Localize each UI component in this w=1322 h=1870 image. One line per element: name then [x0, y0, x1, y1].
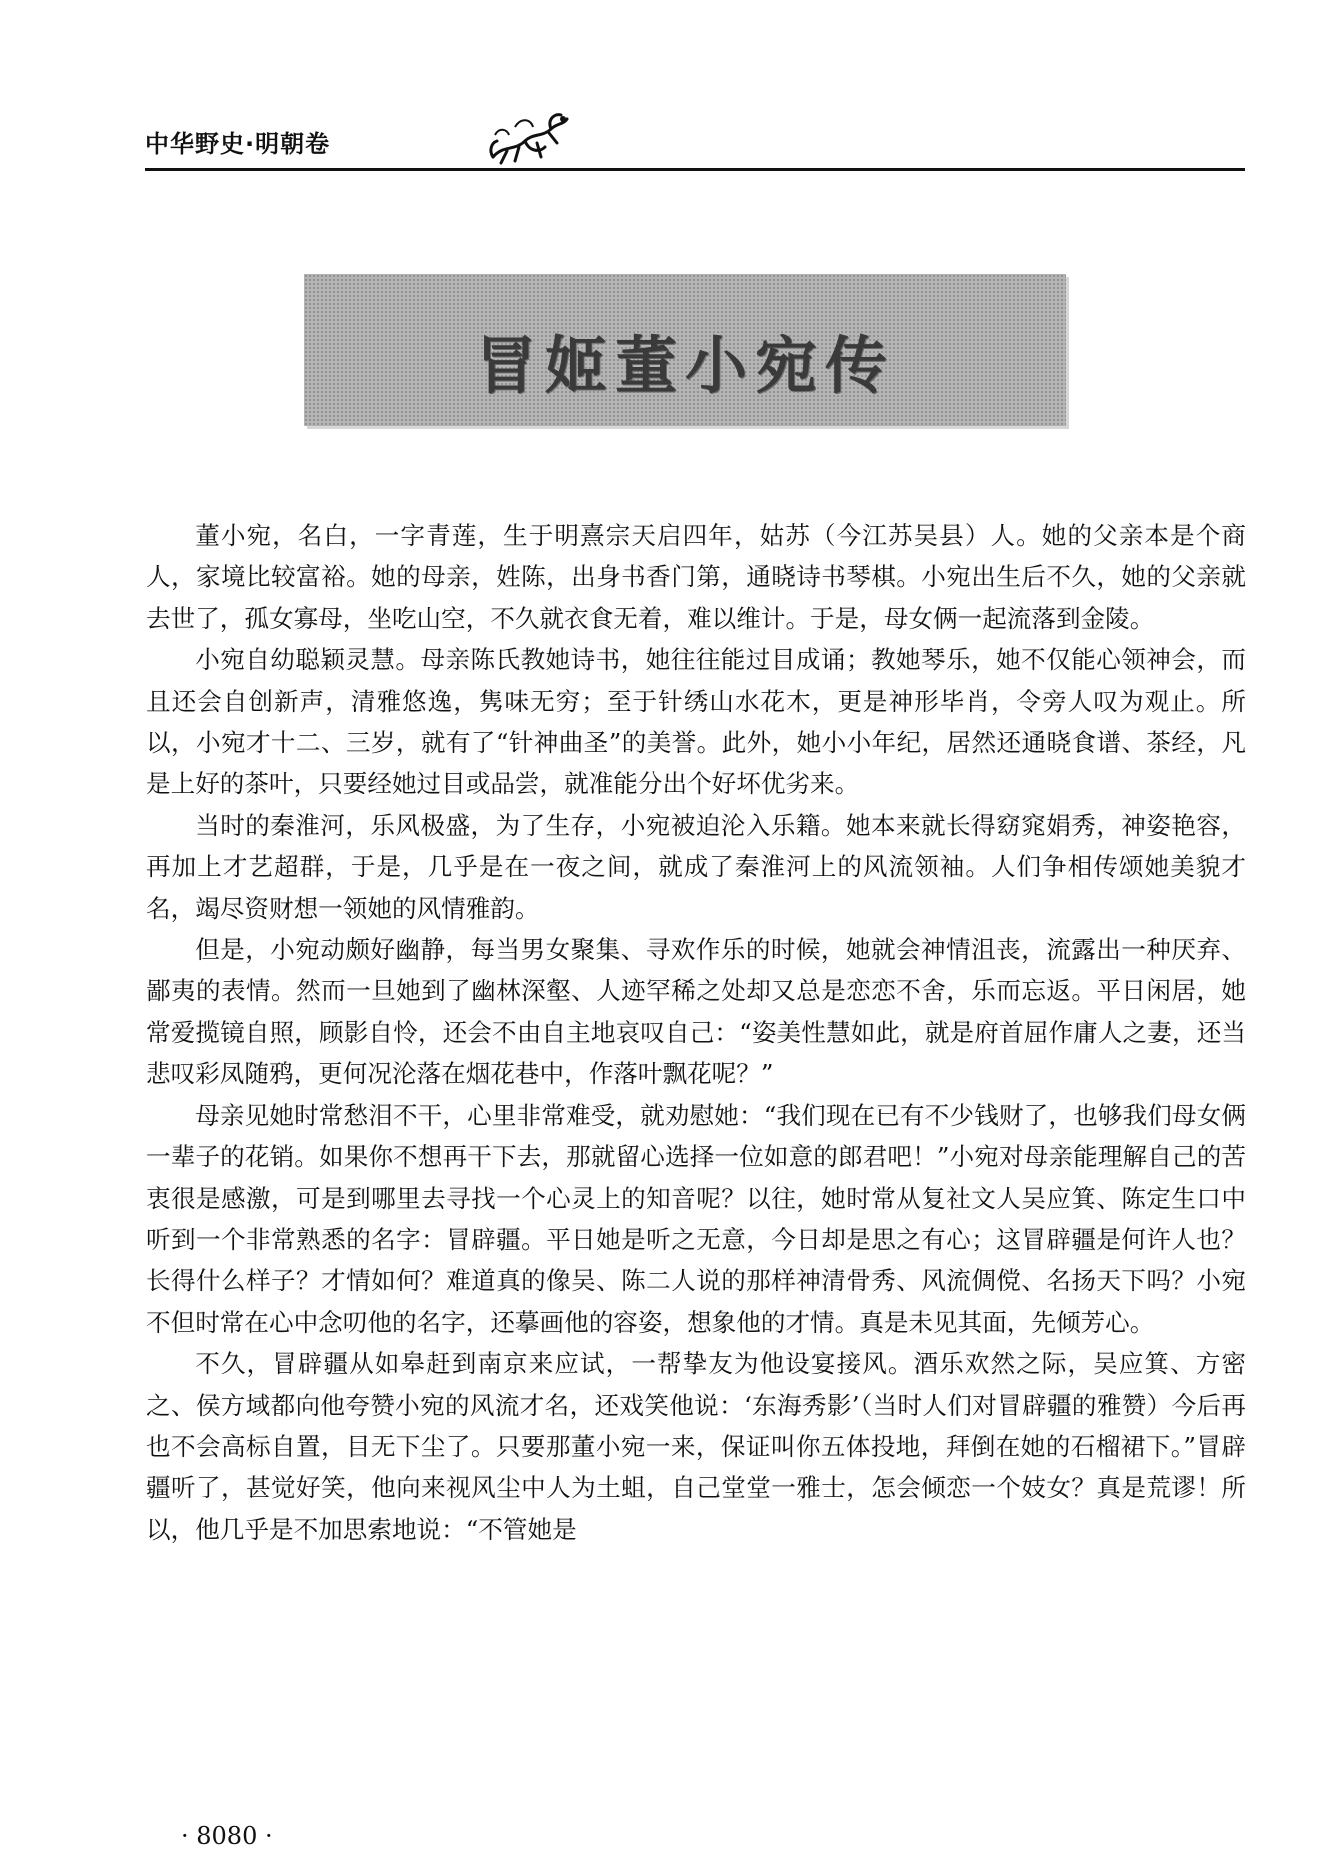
- paragraph: 董小宛，名白，一字青莲，生于明熹宗天启四年，姑苏（今江苏吴县）人。她的父亲本是个商人，家境比较富裕。她的母亲，姓陈，出身书香门第，通晓诗书琴棋。小宛出生后不久，她的父亲就去世了，孤女寡母，坐吃山空，不久就衣食无着，难以维计。于是，母女俩一起流落到金陵。: [146, 521, 1246, 633]
- article-title: 冒姬董小宛传: [474, 329, 895, 402]
- page-number: · 8080 ·: [181, 1822, 273, 1850]
- dragon-emblem-icon: [485, 107, 575, 167]
- paragraph: 小宛自幼聪颖灵慧。母亲陈氏教她诗书，她往往能过目成诵；教她琴乐，她不仅能心领神会，而且还会自创新声，清雅悠逸，隽味无穷；至于针绣山水花木，更是神形毕肖，令旁人叹为观止。所以，小宛才十二、三岁，就有了“针神曲圣”的美誉。此外，她小小年纪，居然还通晓食谱、茶经，凡是上好的茶叶，只要经她过目或品尝，就准能分出个好坏优劣来。: [146, 645, 1246, 799]
- paragraph: 不久，冒辟疆从如皋赶到南京来应试，一帮挚友为他设宴接风。酒乐欢然之际，吴应箕、方密之、侯方域都向他夸赞小宛的风流才名，还戏笑他说：‘东海秀影’（当时人们对冒辟疆的雅赞）今后再也不会高标自置，目无下尘了。只要那董小宛一来，保证叫你五体投地，拜倒在她的石榴裙下。”冒辟疆听了，甚觉好笑，他向来视风尘中人为土蛆，自己堂堂一雅士，怎会倾恋一个妓女？真是荒谬！所以，他几乎是不加思索地说：“不管她是: [146, 1349, 1246, 1544]
- paragraph: 母亲见她时常愁泪不干，心里非常难受，就劝慰她：“我们现在已有不少钱财了，也够我们母女俩一辈子的花销。如果你不想再干下去，那就留心选择一位如意的郎君吧！”小宛对母亲能理解自己的苦衷很是感激，可是到哪里去寻找一个心灵上的知音呢？以往，她时常从复社文人吴应箕、陈定生口中听到一个非常熟悉的名字：冒辟疆。平日她是听之无意，今日却是思之有心；这冒辟疆是何许人也？长得什么样子？才情如何？难道真的像吴、陈二人说的那样神清骨秀、风流倜傥、名扬天下吗？小宛不但时常在心中念叨他的名字，还摹画他的容姿，想象他的才情。真是未见其面，先倾芳心。: [146, 1100, 1246, 1337]
- series-title: 中华野史·明朝卷: [145, 130, 331, 158]
- header-rule: [145, 168, 1245, 171]
- paragraph: 当时的秦淮河，乐风极盛，为了生存，小宛被迫沦入乐籍。她本来就长得窈窕娟秀，神姿艳容，再加上才艺超群，于是，几乎是在一夜之间，就成了秦淮河上的风流领袖。人们争相传颂她美貌才名，竭尽资财想一领她的风情雅韵。: [146, 810, 1246, 923]
- running-header: [145, 122, 1245, 174]
- paragraph: 但是，小宛动颇好幽静，每当男女聚集、寻欢作乐的时候，她就会神情沮丧，流露出一种厌弃、鄙夷的表情。然而一旦她到了幽林深壑、人迹罕稀之处却又总是恋恋不舍，乐而忘返。平日闲居，她常爱揽镜自照，顾影自怜，还会不由自主地哀叹自己：“姿美性慧如此，就是府首屈作庸人之妻，还当悲叹彩凤随鸦，更何况沦落在烟花巷中，作落叶飘花呢？”: [146, 935, 1246, 1089]
- title-banner: [304, 274, 1066, 426]
- article-body: [146, 515, 1246, 1550]
